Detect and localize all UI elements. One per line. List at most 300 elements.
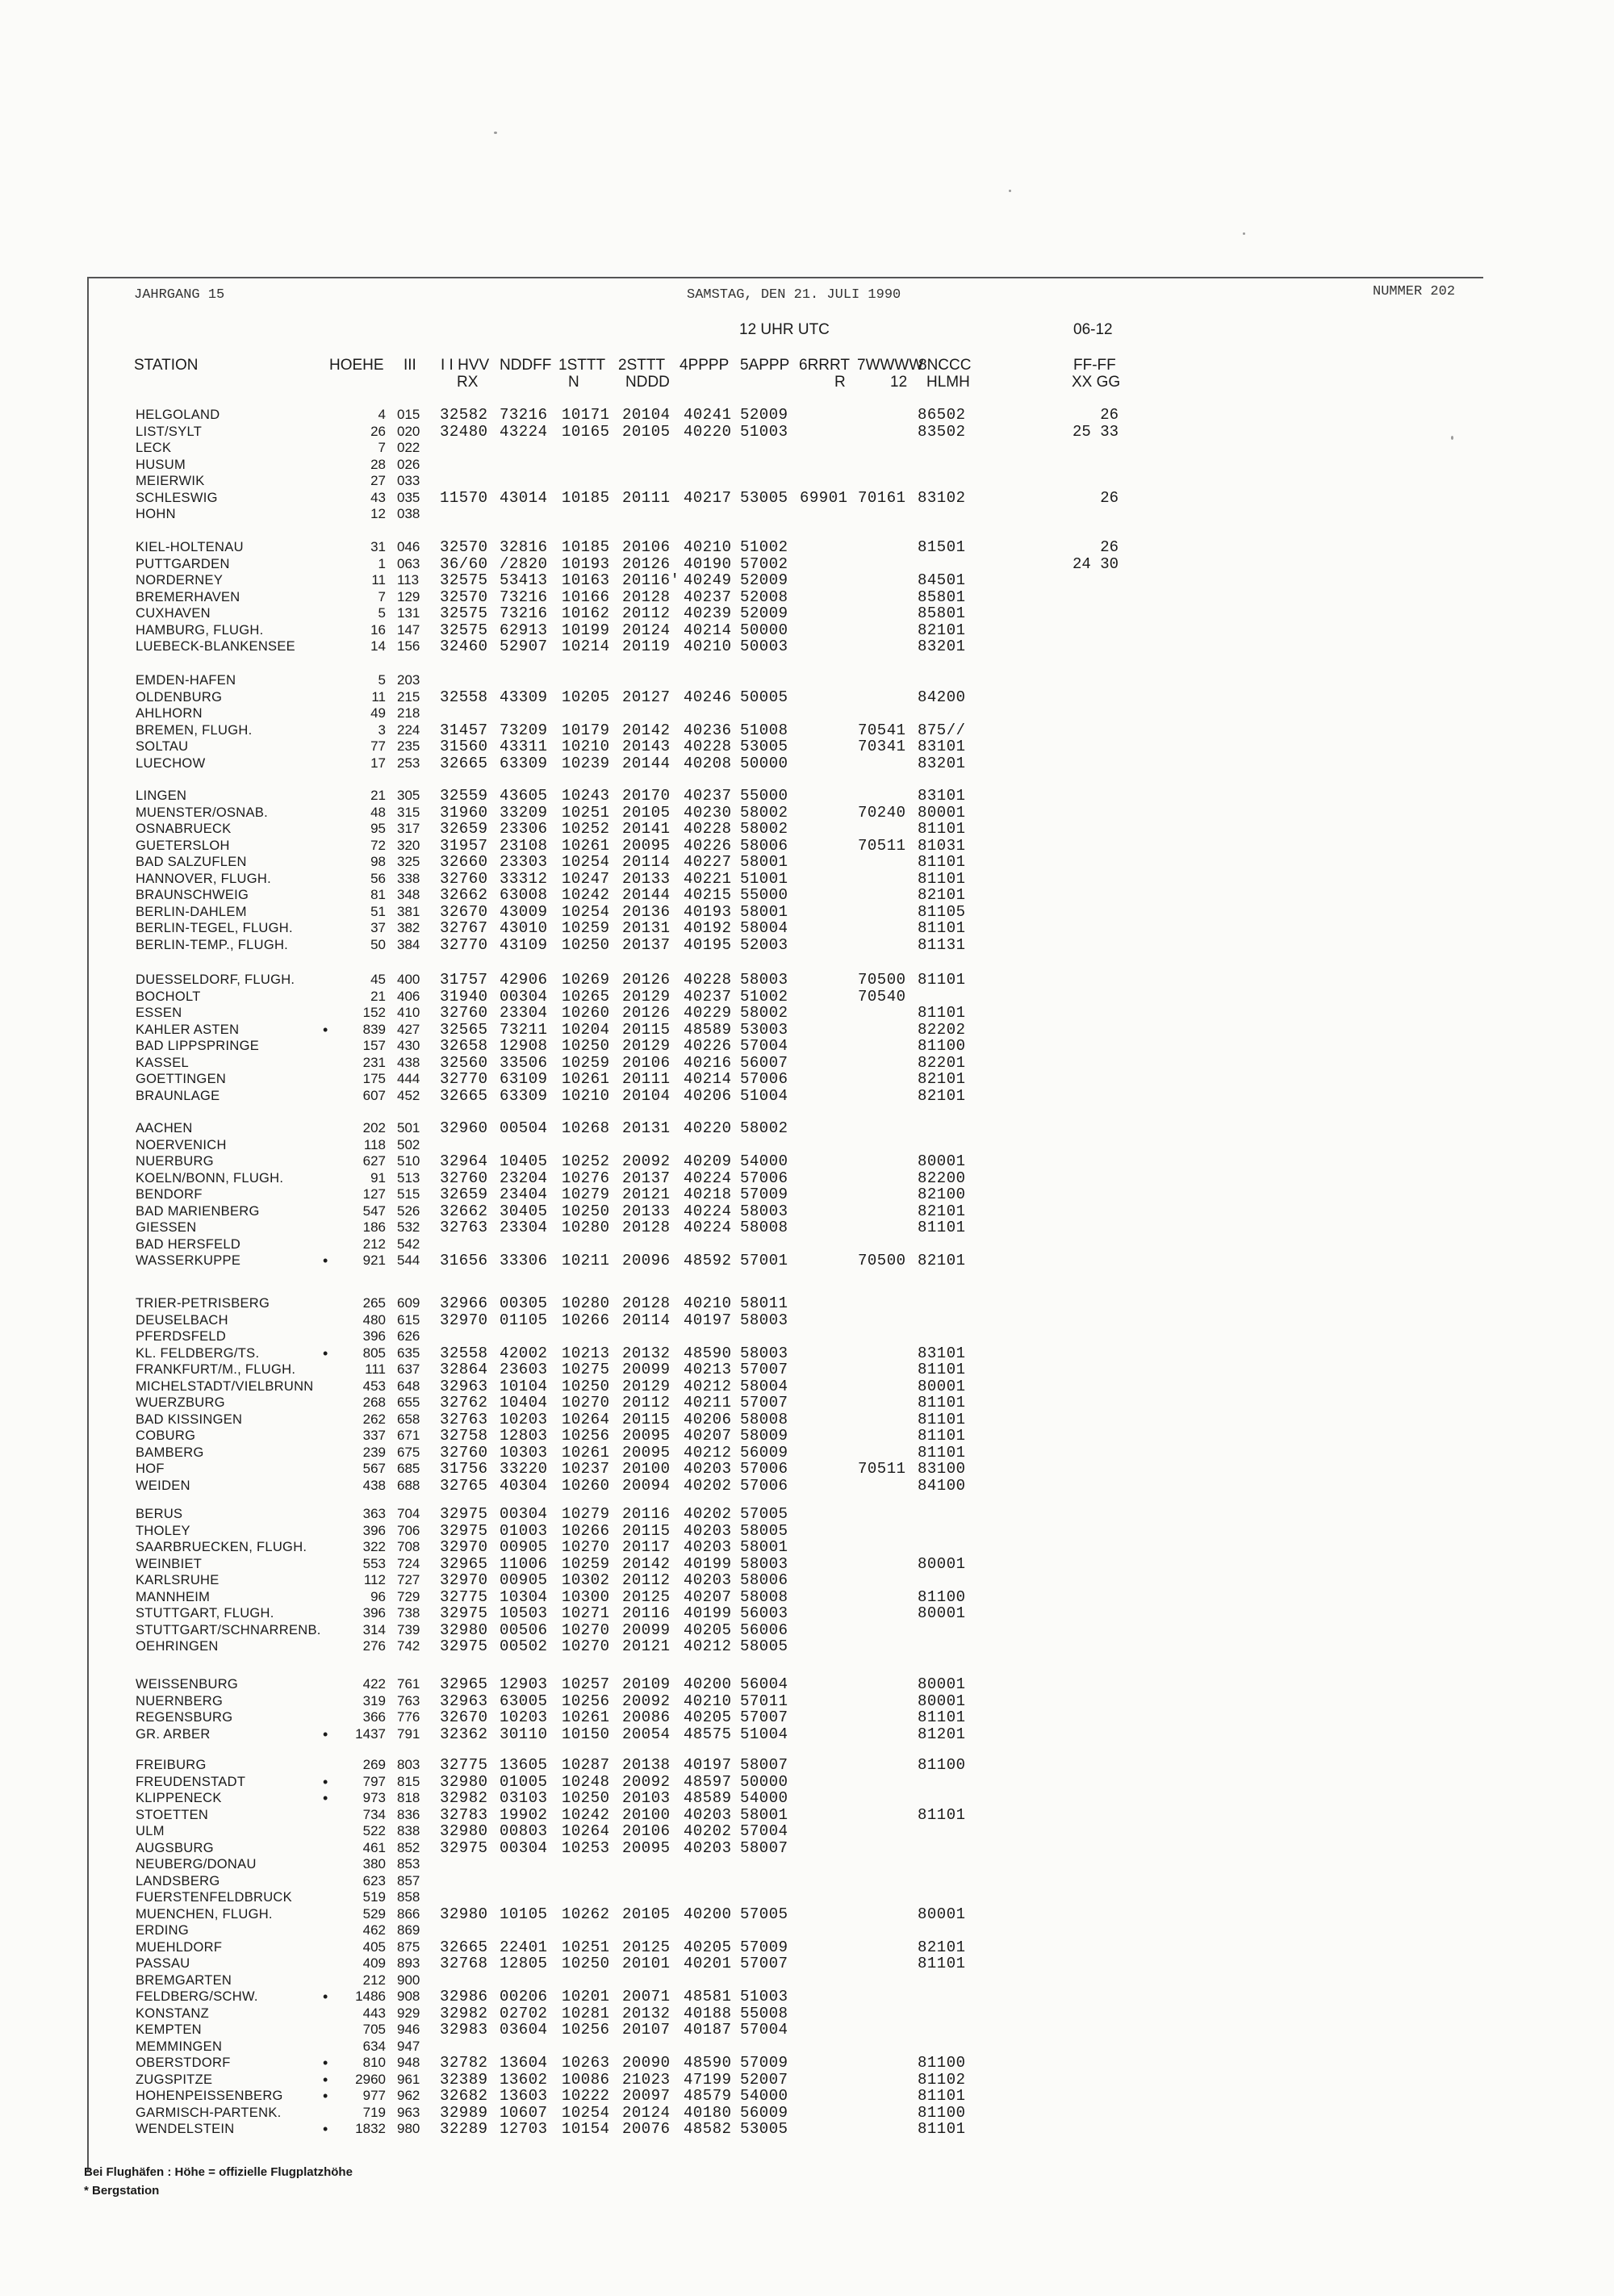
station-index: 430 [397,1038,420,1053]
obs-group-3: 10254 [562,2103,610,2122]
station-index: 038 [397,506,420,521]
obs-group-9: 82101 [918,621,966,639]
mountain-marker: • [323,1790,328,1806]
station-name: KEMPTEN [136,2022,202,2037]
obs-group-3: 10270 [562,1621,610,1639]
station-index: 203 [397,672,420,688]
station-index: 156 [397,638,420,654]
station-name: PFERDSFELD [136,1329,227,1344]
station-index: 532 [397,1219,420,1235]
obs-group-6: 58004 [740,1377,788,1395]
obs-group-2: 10303 [500,1443,548,1462]
obs-group-6: 57005 [740,1905,788,1923]
station-index: 015 [397,407,420,422]
table-row [0,539,1614,555]
obs-group-2: 43605 [500,787,548,805]
station-index: 253 [397,755,420,771]
station-height: 276 [362,1638,386,1654]
obs-group-4: 20106 [622,1053,671,1072]
obs-group-2: /2820 [500,554,548,573]
obs-group-4: 20106 [622,538,671,556]
station-name: LINGEN [136,788,187,803]
station-index: 615 [397,1311,420,1328]
obs-group-3: 10256 [562,2021,610,2039]
station-height: 461 [362,1839,386,1855]
obs-group-5: 40210 [684,1294,732,1312]
obs-group-1: 32460 [440,638,488,655]
table-row [0,1445,1614,1461]
obs-group-3: 10199 [562,621,610,639]
obs-group-3: 10268 [562,1119,610,1137]
obs-group-5: 40246 [684,688,732,706]
obs-group-9: 81100 [918,2054,966,2072]
obs-group-5: 40209 [684,1152,732,1170]
table-row [0,805,1614,821]
obs-group-6: 58001 [740,1805,788,1824]
obs-group-3: 10280 [562,1294,610,1312]
obs-group-4: 20106 [622,1822,671,1840]
obs-group-2: 43010 [500,919,548,937]
station-name: NEUBERG/DONAU [136,1857,257,1872]
obs-group-8: 70540 [858,987,906,1006]
station-index: 671 [397,1428,420,1443]
obs-group-2: 40304 [500,1476,548,1495]
col-hoehe: HOEHE [329,357,384,374]
station-height: 839 [362,1021,386,1037]
obs-group-1: 32760 [440,1443,488,1462]
volume-label: JAHRGANG 15 [134,287,225,303]
station-name: MEIERWIK [136,474,205,488]
obs-group-2: 00504 [500,1119,548,1137]
obs-group-3: 10270 [562,1637,610,1655]
col-c5: 4PPPP [679,357,730,374]
obs-group-3: 10243 [562,787,610,805]
obs-group-3: 10271 [562,1604,610,1622]
mountain-marker: • [323,2121,328,2137]
obs-group-3: 10163 [562,571,610,589]
obs-group-6: 57006 [740,1070,788,1088]
obs-group-5: 40237 [684,787,732,805]
station-index: 761 [397,1676,420,1692]
obs-group-6: 55008 [740,2004,788,2022]
station-height: 17 [370,755,386,771]
obs-group-6: 56009 [740,1443,788,1462]
obs-group-2: 73216 [500,604,548,622]
obs-group-3: 10250 [562,1955,610,1972]
obs-group-5: 40218 [684,1186,732,1203]
obs-group-9: 82200 [918,1169,966,1187]
obs-group-2: 12908 [500,1037,548,1055]
obs-group-3: 10262 [562,1905,610,1923]
obs-group-5: 40226 [684,836,732,855]
obs-group-6: 58007 [740,1756,788,1774]
obs-group-9: 83101 [918,787,966,805]
obs-group-2: 00803 [500,1822,548,1840]
obs-group-4: 20071 [622,1988,671,2005]
table-row [0,1757,1614,1773]
station-name: GARMISCH-PARTENK. [136,2105,282,2120]
table-row [0,2072,1614,2088]
station-name: NORDERNEY [136,573,224,588]
obs-group-9: 80001 [918,1905,966,1923]
obs-group-5: 40208 [684,754,732,772]
station-index: 338 [397,870,420,886]
table-row [0,2005,1614,2022]
station-height: 480 [362,1311,386,1328]
station-height: 265 [362,1295,386,1311]
obs-group-3: 10261 [562,1708,610,1726]
obs-group-3: 10260 [562,1004,610,1022]
station-name: BAMBERG [136,1445,204,1460]
obs-group-6: 58005 [740,1637,788,1655]
obs-group-9: 85801 [918,588,966,606]
station-height: 118 [363,1136,386,1152]
obs-group-6: 58003 [740,1202,788,1220]
table-row [0,473,1614,489]
obs-group-6: 52009 [740,604,788,622]
obs-group-6: 55000 [740,787,788,805]
station-height: 5 [378,605,386,621]
table-row [0,705,1614,721]
station-index: 815 [397,1773,420,1789]
obs-group-8: 70511 [858,836,906,855]
station-height: 805 [362,1345,386,1361]
obs-group-5: 40203 [684,1460,732,1478]
obs-group-6: 58005 [740,1521,788,1540]
table-row [0,1395,1614,1411]
obs-group-6: 57007 [740,1394,788,1411]
col-c4: 2STTT [618,357,666,374]
gust-value: 26 [1100,488,1119,507]
obs-group-1: 32560 [440,1053,488,1072]
obs-group-5: 40188 [684,2004,732,2022]
station-name: SCHLESWIG [136,490,218,505]
obs-group-6: 54000 [740,1789,788,1807]
station-name: PUTTGARDEN [136,556,230,571]
obs-group-6: 58008 [740,1410,788,1428]
obs-group-2: 12805 [500,1955,548,1972]
table-row [0,1709,1614,1725]
obs-group-1: 31457 [440,721,488,739]
obs-group-9: 81101 [918,1361,966,1378]
obs-group-4: 20099 [622,1361,671,1378]
obs-group-2: 00304 [500,1838,548,1857]
obs-group-6: 51002 [740,538,788,556]
table-row [0,1889,1614,1905]
table-row [0,457,1614,473]
obs-group-5: 47199 [684,2070,732,2089]
station-height: 3 [378,721,386,738]
table-row [0,1071,1614,1087]
obs-group-8: 70541 [858,721,906,739]
obs-group-1: 32760 [440,869,488,888]
obs-group-3: 10250 [562,1202,610,1220]
station-index: 727 [397,1572,420,1587]
obs-group-5: 48579 [684,2087,732,2105]
obs-group-5: 40203 [684,1538,732,1556]
station-height: 95 [370,821,386,836]
table-row [0,1506,1614,1522]
gust-value: 24 30 [1072,554,1119,573]
obs-group-2: 19902 [500,1805,548,1824]
obs-group-5: 40199 [684,1554,732,1573]
obs-group-3: 10261 [562,836,610,855]
station-name: THOLEY [136,1523,190,1538]
station-name: HOF [136,1462,165,1476]
obs-group-3: 10300 [562,1587,610,1606]
obs-group-6: 56006 [740,1621,788,1639]
obs-group-5: 40224 [684,1219,732,1236]
obs-group-4: 20092 [622,1772,671,1791]
obs-group-1: 31940 [440,987,488,1006]
table-row [0,1236,1614,1253]
obs-group-4: 20097 [622,2087,671,2105]
table-row [0,638,1614,655]
station-index: 869 [397,1922,420,1938]
obs-group-1: 31560 [440,738,488,755]
station-name: LANDSBERG [136,1873,220,1888]
col-ff: FF-FF [1073,357,1116,374]
obs-group-4: 20125 [622,1938,671,1956]
obs-group-3: 10247 [562,869,610,888]
obs-group-5: 40249 [684,571,732,589]
station-index: 704 [397,1506,420,1521]
obs-group-6: 56007 [740,1053,788,1072]
obs-group-9: 80001 [918,1152,966,1170]
obs-group-4: 20126 [622,554,671,573]
obs-group-6: 52009 [740,406,788,424]
station-index: 637 [397,1361,420,1377]
station-height: 438 [362,1477,386,1493]
station-name: GIESSEN [136,1220,197,1235]
station-name: TRIER-PETRISBERG [136,1296,270,1311]
station-name: KARLSRUHE [136,1573,220,1587]
station-index: 962 [397,2088,420,2103]
obs-group-2: 00905 [500,1571,548,1589]
obs-group-6: 57009 [740,1186,788,1203]
obs-group-1: 32975 [440,1838,488,1857]
obs-group-9: 82101 [918,1938,966,1956]
station-height: 157 [362,1038,386,1053]
obs-group-3: 10281 [562,2004,610,2022]
obs-group-9: 83101 [918,1344,966,1362]
obs-group-6: 58011 [740,1294,788,1312]
station-name: ZUGSPITZE [136,2072,213,2087]
obs-group-4: 20137 [622,1169,671,1187]
obs-group-9: 81101 [918,2087,966,2105]
table-row [0,1312,1614,1328]
obs-group-3: 10214 [562,638,610,655]
gust-value: 26 [1100,538,1119,556]
obs-group-1: 32770 [440,1070,488,1088]
table-row [0,672,1614,688]
table-row [0,1939,1614,1955]
station-name: BRAUNSCHWEIG [136,888,249,902]
station-height: 314 [362,1621,386,1637]
obs-group-2: 00905 [500,1538,548,1556]
obs-group-2: 52907 [500,638,548,655]
obs-group-5: 40203 [684,1838,732,1857]
obs-group-5: 40226 [684,1037,732,1055]
obs-group-6: 51001 [740,869,788,888]
table-row [0,2022,1614,2038]
obs-group-2: 73209 [500,721,548,739]
obs-group-1: 32980 [440,1822,488,1840]
station-height: 231 [362,1054,386,1070]
obs-group-5: 40195 [684,935,732,954]
table-row [0,2055,1614,2071]
station-name: BERLIN-TEMP., FLUGH. [136,937,289,952]
obs-group-6: 57004 [740,1822,788,1840]
station-height: 98 [370,854,386,869]
obs-group-9: 82201 [918,1053,966,1072]
obs-group-9: 84100 [918,1476,966,1495]
station-name: LUECHOW [136,755,206,771]
station-height: 7 [378,440,386,455]
mountain-marker: • [323,2088,328,2104]
station-height: 7 [378,588,386,604]
obs-group-3: 10166 [562,588,610,606]
col-c7-sub: R [834,374,846,391]
station-index: 315 [397,804,420,820]
table-row [0,1170,1614,1186]
obs-group-3: 10205 [562,688,610,706]
station-height: 96 [370,1588,386,1604]
obs-group-5: 40210 [684,538,732,556]
station-name: REGENSBURG [136,1710,233,1725]
station-name: BREMGARTEN [136,1972,232,1988]
station-index: 648 [397,1378,420,1394]
obs-group-9: 81101 [918,853,966,871]
station-height: 567 [362,1461,386,1476]
obs-group-4: 21023 [622,2070,671,2089]
obs-group-4: 20132 [622,2004,671,2022]
issue-number: NUMMER 202 [1373,284,1456,299]
obs-group-3: 10265 [562,987,610,1006]
table-row [0,887,1614,903]
scan-speck [494,132,497,134]
obs-group-3: 10275 [562,1361,610,1378]
obs-group-9: 81101 [918,1708,966,1726]
obs-group-4: 20111 [622,1070,671,1088]
obs-group-5: 48590 [684,2054,732,2072]
obs-group-6: 58001 [740,902,788,921]
obs-group-9: 80001 [918,1604,966,1622]
obs-group-9: 81101 [918,1219,966,1236]
obs-group-5: 40207 [684,1587,732,1606]
obs-group-5: 40237 [684,987,732,1006]
station-height: 921 [362,1253,386,1268]
obs-group-5: 40228 [684,738,732,755]
obs-group-2: 23108 [500,836,548,855]
obs-group-6: 51003 [740,422,788,441]
obs-group-6: 58006 [740,836,788,855]
obs-group-8: 70500 [858,1252,906,1269]
obs-group-2: 10304 [500,1587,548,1606]
obs-group-6: 57009 [740,2054,788,2072]
obs-group-1: 31756 [440,1460,488,1478]
obs-group-3: 10185 [562,538,610,556]
obs-group-4: 20105 [622,1905,671,1923]
obs-group-2: 43009 [500,902,548,921]
obs-group-3: 10193 [562,554,610,573]
obs-group-9: 80001 [918,1554,966,1573]
obs-group-9: 81131 [918,935,966,954]
obs-group-1: 32980 [440,1621,488,1639]
station-height: 152 [362,1005,386,1020]
obs-group-1: 32762 [440,1394,488,1411]
station-name: DUESSELDORF, FLUGH. [136,972,295,987]
obs-group-6: 51004 [740,1725,788,1743]
obs-group-8: 70500 [858,971,906,989]
station-name: KOELN/BONN, FLUGH. [136,1170,284,1186]
table-row [0,871,1614,887]
table-row [0,1428,1614,1444]
obs-group-4: 20133 [622,869,671,888]
obs-group-2: 73216 [500,406,548,424]
obs-group-1: 32768 [440,1955,488,1972]
obs-group-3: 10210 [562,1086,610,1105]
obs-group-9: 81101 [918,1443,966,1462]
station-index: 609 [397,1295,420,1311]
obs-group-6: 58003 [740,971,788,989]
station-name: AACHEN [136,1121,193,1135]
station-name: BERUS [136,1507,183,1521]
obs-group-1: 32775 [440,1587,488,1606]
obs-group-4: 20092 [622,1152,671,1170]
obs-group-9: 81101 [918,1427,966,1445]
obs-group-4: 20094 [622,1476,671,1495]
obs-group-2: 63309 [500,754,548,772]
obs-group-5: 40197 [684,1311,732,1329]
obs-group-6: 51004 [740,1086,788,1105]
table-row [0,1790,1614,1806]
station-height: 1486 [355,1989,386,2004]
station-height: 27 [370,473,386,488]
obs-group-2: 42906 [500,971,548,989]
obs-group-4: 20133 [622,1202,671,1220]
table-row [0,1038,1614,1054]
obs-group-4: 20144 [622,886,671,904]
obs-group-2: 63005 [500,1692,548,1710]
obs-group-6: 58002 [740,803,788,822]
obs-group-4: 20095 [622,836,671,855]
obs-group-8: 70240 [858,803,906,822]
obs-group-5: 40200 [684,1675,732,1693]
station-height: 973 [362,1790,386,1805]
obs-group-6: 58006 [740,1571,788,1589]
station-height: 45 [370,972,386,987]
obs-group-5: 40241 [684,406,732,424]
station-height: 422 [362,1676,386,1692]
station-name: WEISSENBURG [136,1677,239,1692]
table-row [0,689,1614,705]
station-name: HAMBURG, FLUGH. [136,622,264,638]
station-index: 961 [397,2071,420,2087]
mountain-marker: • [323,1989,328,2005]
station-index: 635 [397,1345,420,1361]
obs-group-3: 10270 [562,1538,610,1556]
table-row [0,1906,1614,1922]
obs-group-1: 32575 [440,621,488,639]
station-name: BREMEN, FLUGH. [136,722,253,738]
station-name: OBERSTDORF [136,2056,231,2070]
station-height: 319 [362,1692,386,1708]
obs-group-5: 48589 [684,1789,732,1807]
obs-group-1: 32575 [440,571,488,589]
mountain-marker: • [323,1253,328,1269]
station-index: 893 [397,1955,420,1971]
